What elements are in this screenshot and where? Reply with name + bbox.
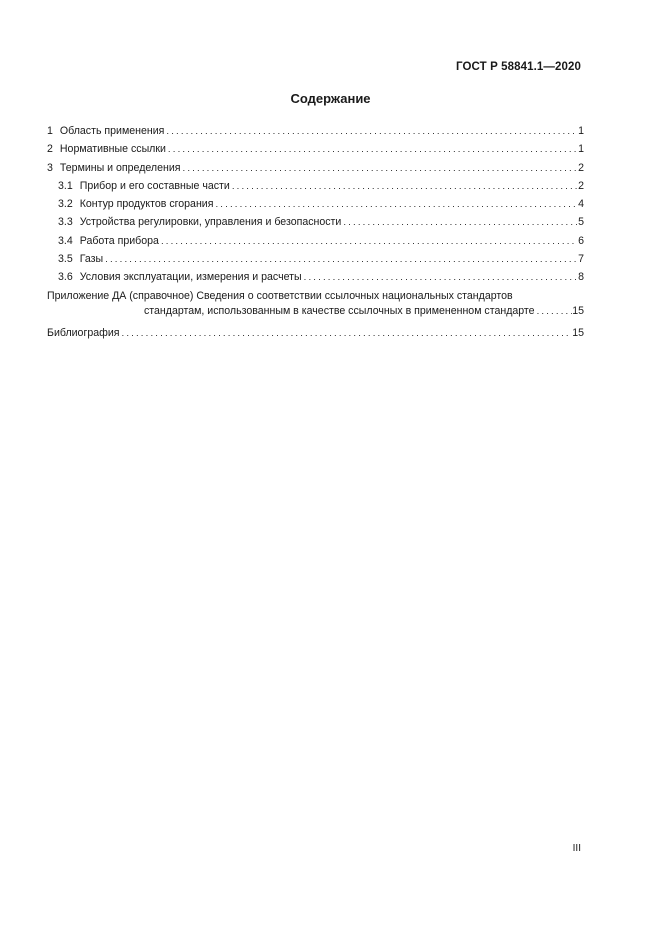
toc-entry-page: 15 bbox=[572, 304, 584, 317]
toc-entry-appendix[interactable] bbox=[47, 289, 584, 326]
appendix-title-line1: Приложение ДА (справочное) Сведения о соответствии ссылочных национальных стандартов bbox=[47, 289, 513, 302]
toc-entry-bibliography[interactable] bbox=[47, 326, 584, 344]
toc-entry-page: 4 bbox=[578, 198, 584, 211]
toc-entry-label: Газы bbox=[79, 253, 104, 266]
toc-entry-label: Прибор и его составные части bbox=[79, 179, 230, 192]
toc-entry-label: Библиография bbox=[47, 326, 120, 339]
toc-leader-dots bbox=[230, 180, 577, 194]
page-number: III bbox=[572, 843, 581, 854]
appendix-title-line2: стандартам, использованным в качестве ссылочных в примененном стандарте bbox=[144, 304, 535, 317]
toc-entry-number: 3.2 bbox=[58, 198, 73, 211]
toc-entry-number: 2 bbox=[47, 143, 53, 156]
toc-entry-label: Нормативные ссылки bbox=[59, 143, 166, 156]
toc-entry-label: Условия эксплуатации, измерения и расчеты bbox=[79, 271, 302, 284]
toc-entry-label: Устройства регулировки, управления и безопасности bbox=[79, 216, 342, 229]
toc-entry-label: Область применения bbox=[59, 125, 165, 137]
toc-entry-page: 8 bbox=[578, 271, 584, 284]
toc-leader-dots bbox=[341, 216, 577, 230]
toc-leader-dots bbox=[535, 305, 573, 319]
appendix-title-line2-row bbox=[47, 304, 584, 326]
toc-entry-label: Термины и определения bbox=[59, 161, 181, 174]
toc-leader-dots bbox=[119, 327, 571, 341]
toc-entry-3[interactable] bbox=[47, 161, 584, 179]
toc-title: Содержание bbox=[290, 91, 371, 106]
toc-entry-1[interactable] bbox=[47, 124, 584, 142]
toc-entry-page: 5 bbox=[578, 216, 584, 229]
toc-leader-dots bbox=[213, 198, 577, 212]
toc-entry-number: 1 bbox=[47, 125, 53, 137]
toc-entry-page: 1 bbox=[578, 125, 584, 137]
toc-leader-dots bbox=[302, 271, 577, 285]
toc-entry-label: Работа прибора bbox=[79, 234, 159, 247]
toc-entry-number: 3.6 bbox=[58, 271, 73, 284]
toc-entry-3-4[interactable] bbox=[47, 234, 584, 252]
toc-entry-label: Контур продуктов сгорания bbox=[79, 198, 214, 211]
toc-entry-page: 15 bbox=[572, 326, 584, 339]
toc-leader-dots bbox=[103, 253, 577, 267]
toc-entry-3-6[interactable] bbox=[47, 270, 584, 288]
toc-entry-3-2[interactable] bbox=[47, 197, 584, 215]
toc-leader-dots bbox=[181, 162, 578, 176]
toc-entry-page: 7 bbox=[578, 253, 584, 266]
toc-entry-number: 3.5 bbox=[58, 253, 73, 266]
toc-entry-number: 3.4 bbox=[58, 234, 73, 247]
toc-entry-3-3[interactable] bbox=[47, 215, 584, 233]
table-of-contents bbox=[47, 124, 584, 344]
toc-entry-2[interactable] bbox=[47, 142, 584, 160]
toc-entry-number: 3 bbox=[47, 161, 53, 174]
document-code: ГОСТ Р 58841.1—2020 bbox=[456, 61, 581, 73]
toc-entry-number: 3.1 bbox=[58, 179, 73, 192]
toc-entry-3-5[interactable] bbox=[47, 252, 584, 270]
toc-entry-page: 6 bbox=[578, 234, 584, 247]
toc-entry-page: 2 bbox=[578, 179, 584, 192]
toc-entry-page: 1 bbox=[578, 143, 584, 156]
toc-leader-dots bbox=[166, 143, 577, 157]
toc-leader-dots bbox=[164, 125, 577, 139]
toc-leader-dots bbox=[159, 235, 577, 249]
toc-entry-page: 2 bbox=[578, 161, 584, 174]
toc-entry-3-1[interactable] bbox=[47, 179, 584, 197]
toc-entry-number: 3.3 bbox=[58, 216, 73, 229]
